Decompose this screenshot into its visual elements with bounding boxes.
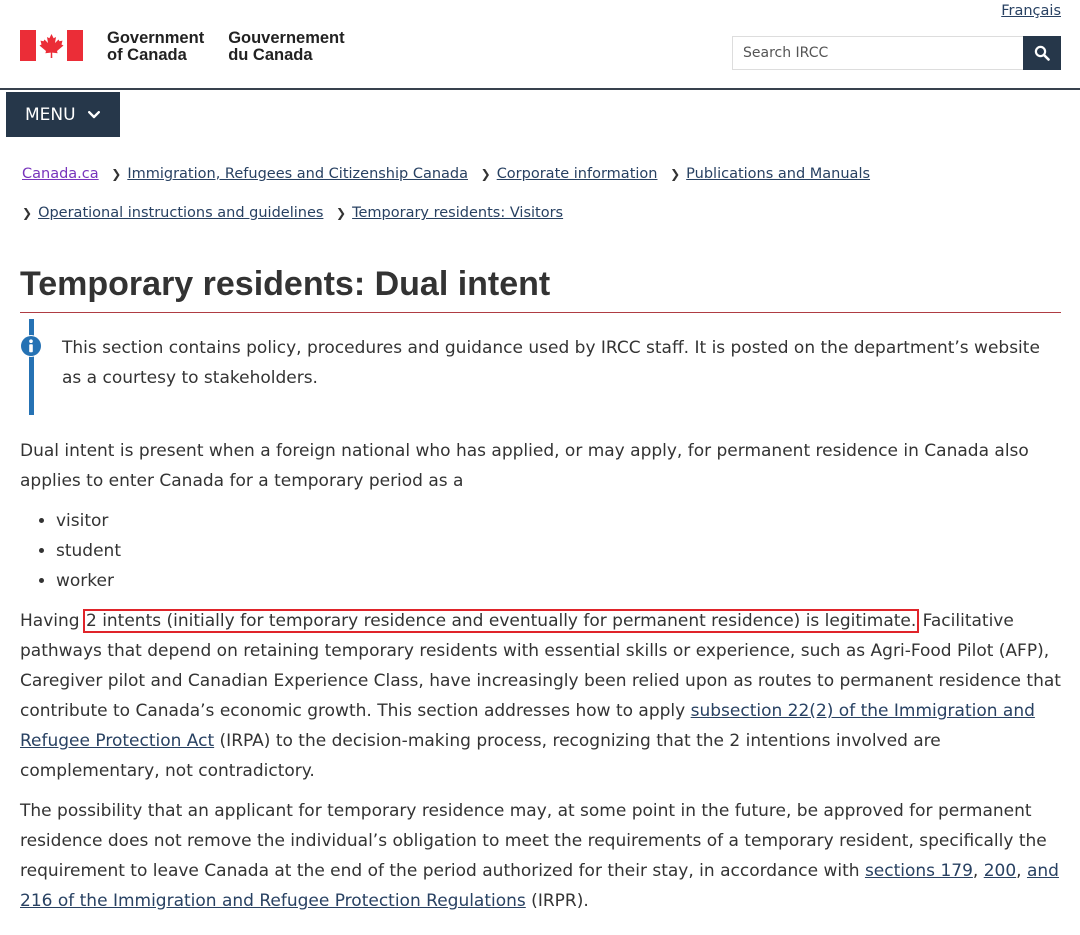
paragraph-obligations bbox=[20, 796, 1065, 916]
language-toggle-link[interactable]: Français bbox=[1001, 3, 1061, 19]
canada-flag-icon bbox=[20, 30, 83, 61]
list-item: • student bbox=[56, 536, 1065, 566]
breadcrumb-link-corporate-information[interactable]: Corporate information bbox=[496, 166, 658, 182]
text-segment: (IRPA) to the decision-making process, recognizing that the 2 intentions involved are complementary, not contradictory. bbox=[20, 731, 941, 781]
chevron-right-icon: ❯ bbox=[336, 206, 347, 220]
main-content bbox=[20, 436, 1065, 926]
paragraph-legitimate-intent bbox=[20, 606, 1065, 786]
breadcrumb-link-canada-ca[interactable]: Canada.ca bbox=[22, 166, 99, 182]
page-title: Temporary residents: Dual intent bbox=[20, 262, 1061, 313]
breadcrumb-link-operational-instructions[interactable]: Operational instructions and guidelines bbox=[38, 205, 324, 221]
header-divider bbox=[0, 88, 1080, 90]
signature-french bbox=[228, 30, 344, 64]
menu-button[interactable] bbox=[6, 92, 120, 137]
site-search bbox=[732, 36, 1061, 70]
irpr-section-200-link[interactable]: 200 bbox=[983, 861, 1017, 881]
breadcrumb-link-temporary-residents-visitors[interactable]: Temporary residents: Visitors bbox=[352, 205, 564, 221]
chevron-right-icon: ❯ bbox=[111, 167, 122, 181]
temporary-categories-list bbox=[20, 506, 1065, 596]
signature-fr-line1: Gouvernement bbox=[228, 29, 345, 47]
government-signature[interactable] bbox=[20, 30, 345, 64]
signature-english bbox=[107, 30, 204, 64]
breadcrumb bbox=[22, 155, 1062, 233]
highlighted-statement: 2 intents (initially for temporary residence and eventually for permanent residence) is legitimate. bbox=[85, 611, 917, 631]
text-segment: Having bbox=[20, 611, 85, 631]
list-item: • visitor bbox=[56, 506, 1065, 536]
search-button[interactable] bbox=[1023, 36, 1061, 70]
info-circle-icon bbox=[20, 335, 42, 357]
paragraph-dual-intent-definition: Dual intent is present when a foreign national who has applied, or may apply, for permanent residence in Canada also applies to enter Canada for a temporary period as a bbox=[20, 441, 1029, 491]
text-segment: Facilitative pathways that depend on retaining temporary residents with essential skills or experience, such as Agri-Food Pilot (AFP), Caregiver pilot and Canadian Experience Class, have increasingly been relied upon as routes to permanent residence that contribute to Canada’s economic growth. This section addresses how to apply bbox=[20, 611, 1061, 721]
text-segment: , bbox=[972, 861, 984, 881]
menu-label: MENU bbox=[25, 104, 76, 125]
text-segment: (IRPR). bbox=[525, 891, 589, 911]
breadcrumb-link-ircc[interactable]: Immigration, Refugees and Citizenship Canada bbox=[127, 166, 469, 182]
chevron-down-icon bbox=[88, 111, 100, 119]
irpr-section-179-link[interactable]: sections 179 bbox=[864, 861, 973, 881]
alert-message: This section contains policy, procedures and guidance used by IRCC staff. It is posted on the department’s website as a courtesy to stakeholders. bbox=[62, 338, 1040, 388]
chevron-right-icon: ❯ bbox=[22, 206, 33, 220]
text-segment: The possibility that an applicant for temporary residence may, at some point in the future, be approved for permanent residence does not remove the individual’s obligation to meet the requirements of a temporary resident, specifically the requirement to leave Canada at the end of the period authorized for their stay, in accordance with bbox=[20, 801, 1047, 881]
magnifier-icon bbox=[1034, 45, 1050, 61]
breadcrumb-link-publications-manuals[interactable]: Publications and Manuals bbox=[686, 166, 871, 182]
signature-en-line2: of Canada bbox=[107, 46, 187, 64]
info-alert bbox=[29, 319, 1059, 415]
signature-fr-line2: du Canada bbox=[228, 46, 313, 64]
list-item: • worker bbox=[56, 566, 1065, 596]
chevron-right-icon: ❯ bbox=[480, 167, 491, 181]
chevron-right-icon: ❯ bbox=[670, 167, 681, 181]
irpr-section-216-link[interactable]: and 216 of the Immigration and Refugee Protection Regulations bbox=[20, 861, 1059, 911]
text-segment: , bbox=[1016, 861, 1027, 881]
irpa-subsection-link[interactable]: subsection 22(2) of the Immigration and Refugee Protection Act bbox=[20, 701, 1035, 751]
search-input[interactable] bbox=[732, 36, 1023, 70]
signature-en-line1: Government bbox=[107, 29, 205, 47]
